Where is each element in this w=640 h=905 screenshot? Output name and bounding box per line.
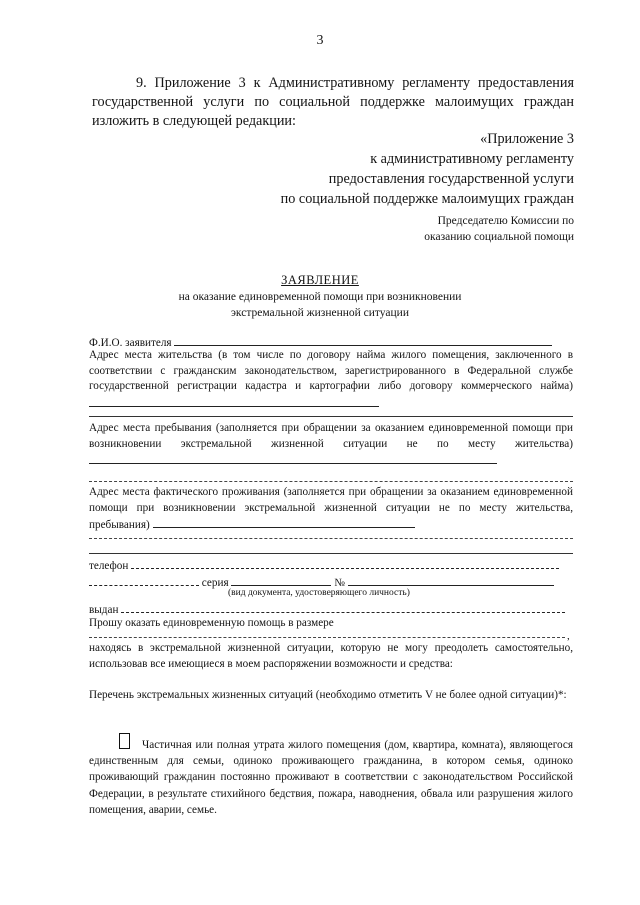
number-label: № bbox=[334, 577, 345, 589]
series-label: серия bbox=[201, 577, 229, 589]
phone-row bbox=[89, 557, 573, 575]
stay-address-field[interactable] bbox=[89, 452, 497, 464]
actual-address-block bbox=[89, 485, 573, 534]
document-title: ЗАЯВЛЕНИЕ bbox=[281, 273, 359, 287]
situation-paragraph bbox=[89, 641, 573, 672]
subtitle-line: экстремальной жизненной ситуации bbox=[231, 307, 409, 319]
request-row bbox=[89, 616, 573, 632]
phone-label: телефон bbox=[89, 560, 129, 572]
situation-text: находясь в экстремальной жизненной ситуации, которую не могу преодолеть самостоятельно, использовав все имеющиеся в моем распоряжении возможности и средства: bbox=[89, 642, 573, 670]
fio-label: Ф.И.О. заявителя bbox=[89, 337, 172, 349]
residence-address-field[interactable] bbox=[89, 395, 379, 407]
residence-address-extra-line[interactable] bbox=[89, 416, 573, 417]
actual-address-extra-line-1[interactable] bbox=[89, 538, 573, 539]
document-type-field[interactable] bbox=[89, 574, 199, 586]
stay-address-extra-line[interactable] bbox=[89, 481, 573, 482]
addressee-line: оказанию социальной помощи bbox=[424, 231, 574, 243]
issued-label: выдан bbox=[89, 604, 119, 616]
document-caption: (вид документа, удостоверяющего личность) bbox=[228, 588, 410, 598]
phone-field[interactable] bbox=[131, 557, 559, 569]
situation-item bbox=[89, 737, 573, 818]
document-subtitle bbox=[0, 289, 640, 321]
actual-address-extra-line-2[interactable] bbox=[89, 553, 573, 554]
annex-line: предоставления государственной услуги bbox=[328, 171, 574, 187]
stay-address-label: Адрес места пребывания (заполняется при обращении за оказанием единовременной помощи при возникновении экстремальной жизненной ситуации не по месту жительства) bbox=[89, 422, 573, 450]
annex-header bbox=[281, 129, 574, 209]
request-comma: , bbox=[567, 630, 570, 642]
residence-address-label: Адрес места жительства (в том числе по договору найма жилого помещения, заключенного в соответствии с гражданским законодательством, зарегистрированного в Федеральной службе государственной регистрации кадастра и картографии либо договору коммерческого найма) bbox=[89, 349, 573, 392]
residence-address-block bbox=[89, 348, 573, 412]
annex-line: к административному регламенту bbox=[370, 151, 574, 167]
number-field[interactable] bbox=[348, 574, 554, 586]
situation-item-text: Частичная или полная утрата жилого помещения (дом, квартира, комната), являющегося единственным для семьи, одиноко проживающего гражданина, в котором семья, одиноко проживающий гражданин постоянно проживают в соответствии с законодательством Российской Федерации, в результате стихийного бедствия, пожара, наводнения, обвала или разрушения жилого помещения, аварии, семье. bbox=[89, 739, 573, 816]
list-heading: Перечень экстремальных жизненных ситуаций (необходимо отметить V не более одной ситуации)*: bbox=[89, 689, 567, 701]
addressee-line: Председателю Комиссии по bbox=[437, 215, 574, 227]
subtitle-line: на оказание единовременной помощи при возникновении bbox=[178, 291, 462, 303]
request-label: Прошу оказать единовременную помощь в размере bbox=[89, 617, 334, 629]
issued-field[interactable] bbox=[121, 601, 565, 613]
page-number: 3 bbox=[316, 33, 324, 48]
series-field[interactable] bbox=[231, 574, 331, 586]
intro-text: 9. Приложение 3 к Административному регламенту предоставления государственной услуги по социальной поддержке малоимущих граждан изложить в следующей редакции: bbox=[92, 75, 574, 129]
intro-paragraph bbox=[92, 74, 574, 131]
actual-address-field[interactable] bbox=[153, 516, 415, 528]
stay-address-block bbox=[89, 421, 573, 470]
fio-field[interactable] bbox=[174, 334, 552, 346]
list-heading-block bbox=[89, 688, 573, 704]
request-amount-field[interactable] bbox=[89, 637, 565, 638]
addressee-block bbox=[424, 213, 574, 245]
annex-line: «Приложение 3 bbox=[480, 131, 574, 147]
annex-line: по социальной поддержке малоимущих граждан bbox=[280, 191, 574, 207]
actual-address-label: Адрес места фактического проживания (заполняется при обращении за оказанием единовременной помощи при возникновении экстремальной жизненной ситуации не по месту жительства, пребывания) bbox=[89, 486, 573, 531]
